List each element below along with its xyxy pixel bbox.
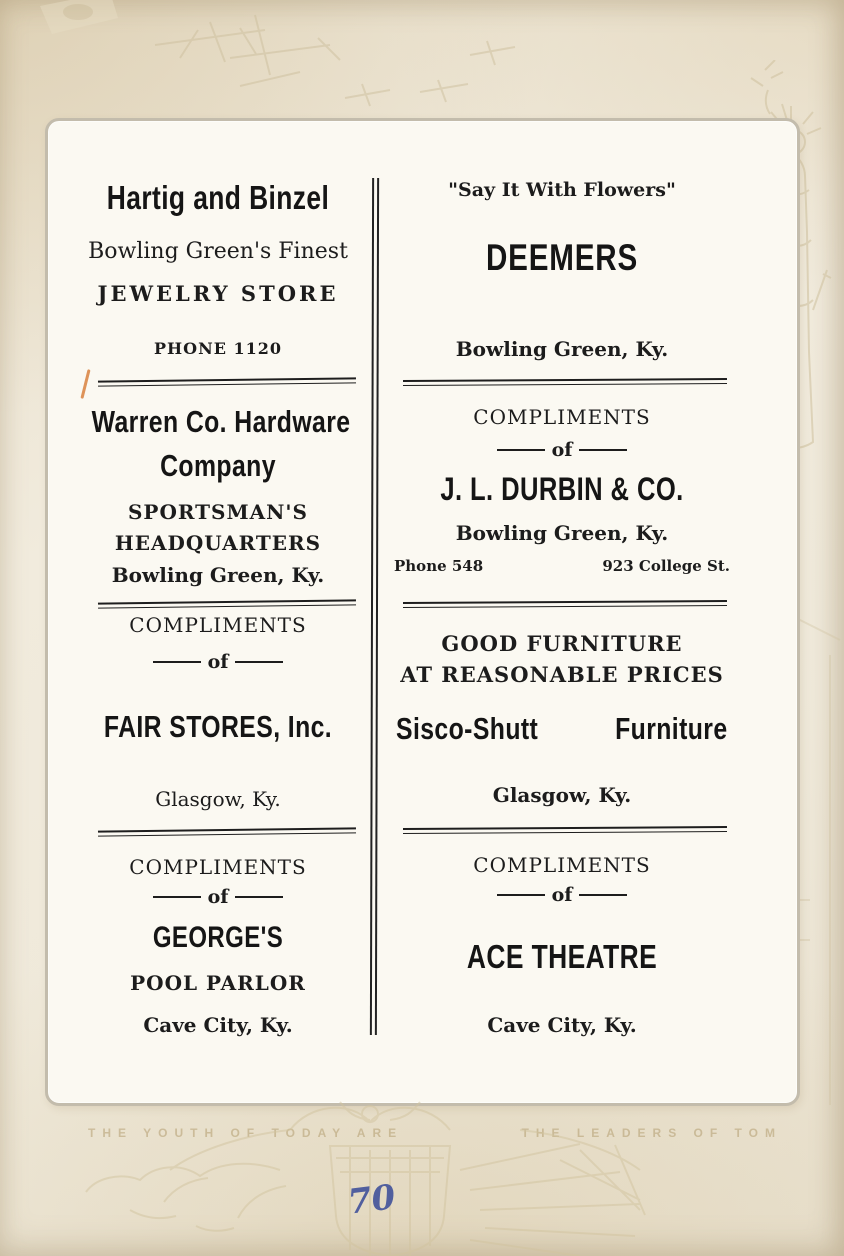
right-ad-column [386,121,738,1103]
ad-title-georges: GEORGE'S [152,921,284,954]
divider-line [579,894,627,896]
compliments-label: COMPLIMENTS [129,613,307,637]
compliments-of-divider [386,439,738,461]
ad-page-panel [45,118,800,1106]
of-label: of [551,439,573,461]
left-ad-column [60,121,376,1103]
ad-phone: Phone 548 [394,557,484,575]
ad-title-ace-theatre: ACE THEATRE [466,938,658,975]
compliments-of-divider [60,651,376,673]
divider-line [153,896,201,898]
ad-title-jl-durbin: J. L. DURBIN & CO. [440,471,684,507]
banner-right-text: THE LEADERS OF TOM [521,1126,782,1140]
compliments-label: COMPLIMENTS [129,855,307,879]
ad-title-fair-stores: FAIR STORES, Inc. [103,709,333,744]
of-label: of [207,886,229,908]
ad-city: Cave City, Ky. [143,1013,293,1037]
divider-line [235,896,283,898]
ad-city: Glasgow, Ky. [492,783,632,807]
ad-title-deemers: DEEMERS [486,237,638,278]
handwritten-page-number: 70 [345,1177,398,1223]
ad-title-word: Sisco-Shutt [396,711,539,746]
ad-city: Bowling Green, Ky. [111,563,325,587]
compliments-label: COMPLIMENTS [473,405,651,429]
ad-subtitle-pool-parlor: POOL PARLOR [130,971,306,995]
ad-city: Bowling Green, Ky. [455,337,669,361]
eagle-crest-watermark [40,1100,804,1256]
ad-title-hartig-and-binzel: Hartig and Binzel [106,179,330,216]
airplanes-watermark [0,0,520,130]
divider-line [235,661,283,663]
ad-line-headquarters: HEADQUARTERS [114,531,322,555]
ad-contact-row [386,557,738,575]
compliments-of-divider [60,886,376,908]
divider-line [497,894,545,896]
of-label: of [551,884,573,906]
ad-city: Bowling Green, Ky. [455,521,669,545]
ad-tagline-say-it-with-flowers: "Say It With Flowers" [448,179,676,201]
ad-line-reasonable-prices: AT REASONABLE PRICES [400,662,724,687]
ad-title-sisco-shutt [386,711,738,747]
ad-subtitle: Bowling Green's Finest [88,239,348,264]
ad-address: 923 College St. [602,557,730,575]
ad-title-warren-hardware-1: Warren Co. Hardware [91,404,351,439]
banner-left-text: THE YOUTH OF TODAY ARE [88,1126,404,1140]
ad-title-warren-hardware-2: Company [160,448,276,483]
divider-line [497,449,545,451]
ad-line-sportsmans: SPORTSMAN'S [127,500,308,524]
compliments-of-divider [386,884,738,906]
ad-city: Cave City, Ky. [487,1013,637,1037]
of-label: of [207,651,229,673]
ad-line-jewelry-store: JEWELRY STORE [97,281,339,306]
divider-line [153,661,201,663]
ad-city: Glasgow, Ky. [155,787,281,811]
watermark-banner-text [0,1126,844,1140]
divider-line [579,449,627,451]
ad-line-good-furniture: GOOD FURNITURE [441,631,683,656]
compliments-label: COMPLIMENTS [473,853,651,877]
ad-title-word: Furniture [615,711,728,746]
ad-phone: PHONE 1120 [153,339,282,358]
